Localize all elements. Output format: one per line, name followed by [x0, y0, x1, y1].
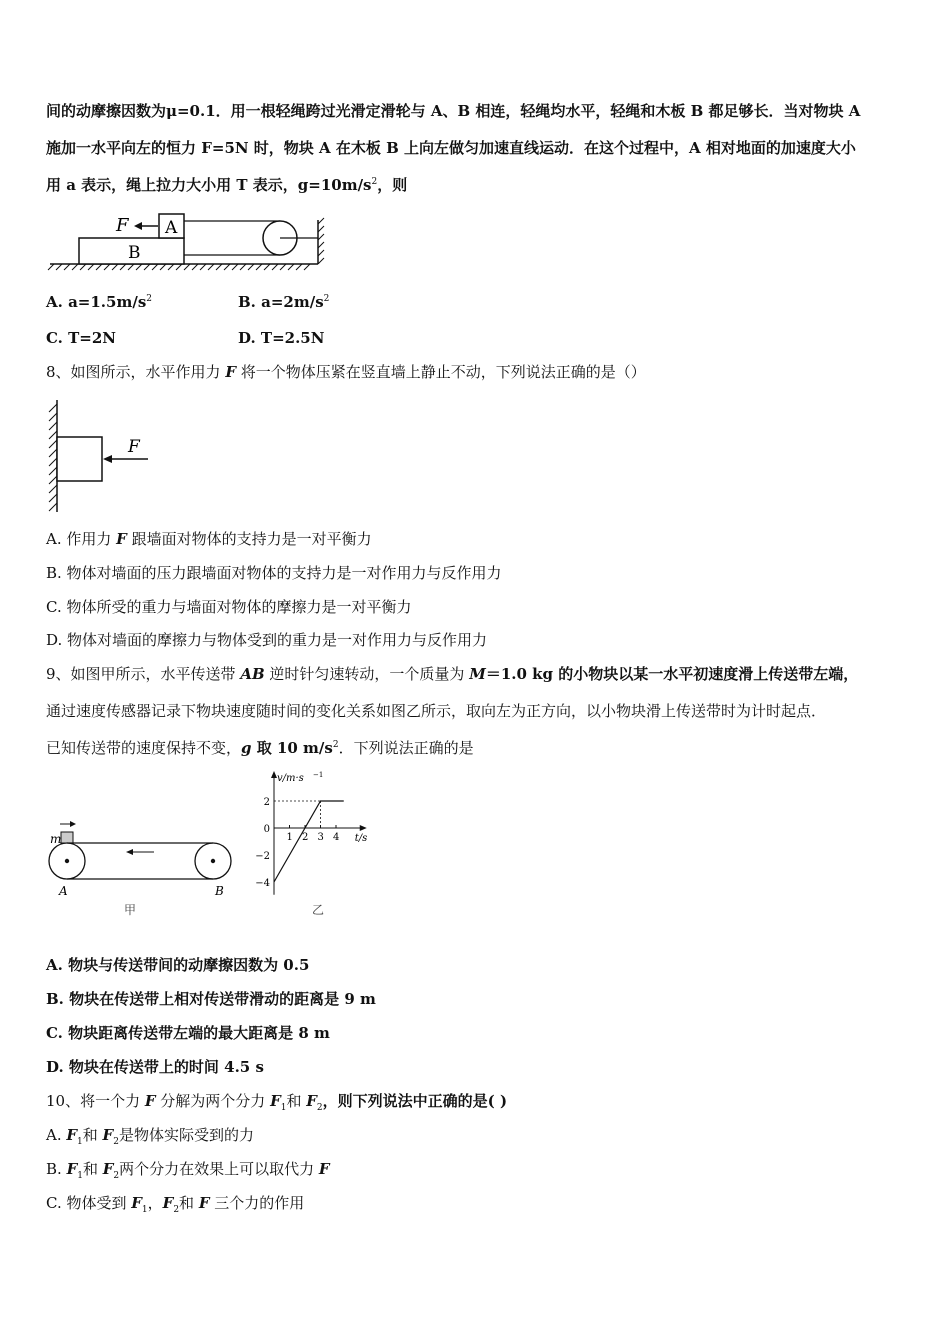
q10-option-a: A. $F_1$和 $F_2$是物体实际受到的力 [46, 1126, 254, 1147]
q8-stem: 8、如图所示，水平作用力 F 将一个物体压紧在竖直墙上静止不动，下列说法正确的是（） [46, 363, 646, 381]
q8-option-a: A. 作用力 F 跟墙面对物体的支持力是一对平衡力 [46, 530, 372, 548]
q9-stem-line2: 通过速度传感器记录下物块速度随时间的变化关系如图乙所示，取向左为正方向，以小物块滑上传送带时为计时起点． [46, 702, 827, 720]
x-tick-label: 2 [302, 832, 309, 843]
q8-force-label: F [128, 437, 140, 457]
y-axis-label-exponent: −1 [313, 771, 324, 779]
x-tick-label: 4 [333, 832, 340, 843]
q8-wall-figure [42, 396, 162, 516]
y-tick-label: −4 [255, 878, 270, 889]
q9-fig-caption-jia: 甲 [124, 903, 137, 917]
q9-stem-line1: 9、如图甲所示，水平传送带 AB 逆时针匀速转动，一个质量为 M＝1.0 kg 的小物块以某一水平初速度滑上传送带左端， [46, 665, 859, 683]
pressed-block [57, 437, 102, 481]
x-axis-arrow [360, 825, 367, 831]
q9-fig-b-label: B [215, 884, 224, 898]
q10-option-b: B. $F_1$和 $F_2$两个分力在效果上可以取代力 F [46, 1160, 330, 1181]
board-b-label: B [128, 243, 141, 263]
q7-stem-line3: 用 a 表示，绳上拉力大小用 T 表示，$g=10m/s^2$，则 [46, 176, 408, 194]
ground-hatching [48, 264, 310, 270]
q9-conveyor-figure [46, 810, 246, 920]
wall-hatching [49, 404, 57, 511]
q8-option-c: C. 物体所受的重力与墙面对物体的摩擦力是一对平衡力 [46, 598, 412, 616]
q7-option-b: B. $a=2m/s^2$ [238, 293, 330, 311]
wall-hatching [318, 218, 324, 264]
x-tick-label: 3 [317, 832, 324, 843]
q9-velocity-time-chart [250, 768, 370, 918]
q8-option-d: D. 物体对墙面的摩擦力与物体受到的重力是一对作用力与反作用力 [46, 631, 488, 649]
q7-option-a: A. $a=1.5m/s^2$ [46, 293, 152, 311]
q9-fig-a-label: A [59, 884, 68, 898]
y-tick-label: 0 [263, 824, 270, 835]
q7-pulley-figure [46, 210, 336, 270]
block-a-label: A [165, 218, 178, 238]
q9-option-b: B. 物块在传送带上相对传送带滑动的距离是 9 m [46, 990, 376, 1008]
q7-stem-line1: 间的动摩擦因数为μ=0.1．用一根轻绳跨过光滑定滑轮与 A、B 相连，轻绳均水平，轻绳和木板 B 都足够长．当对物块 A [46, 102, 861, 120]
q8-option-b: B. 物体对墙面的压力跟墙面对物体的支持力是一对作用力与反作用力 [46, 564, 502, 582]
small-block [61, 832, 73, 843]
q9-fig-caption-yi: 乙 [312, 903, 325, 917]
y-axis-label: v/m·s [277, 773, 304, 784]
q7-option-d: D. T=2.5N [238, 329, 325, 347]
q9-option-c: C. 物块距离传送带左端的最大距离是 8 m [46, 1024, 330, 1042]
q7-stem-line2: 施加一水平向左的恒力 F=5N 时，物块 A 在木板 B 上向左做匀加速直线运动．在这个过程中，A 相对地面的加速度大小 [46, 139, 856, 157]
q9-option-a: A. 物块与传送带间的动摩擦因数为 0.5 [46, 956, 310, 974]
q7-option-c: C. T=2N [46, 329, 116, 347]
x-tick-label: 1 [286, 832, 293, 843]
q9-option-d: D. 物块在传送带上的时间 4.5 s [46, 1058, 264, 1076]
q10-stem: 10、将一个力 F 分解为两个分力 $F_1$和 $F_2$，则下列说法中正确的是( ) [46, 1092, 508, 1113]
y-tick-label: 2 [263, 797, 270, 808]
q9-fig-m-label: m [50, 832, 62, 846]
q10-option-c: C. 物体受到 $F_1$，$F_2$和 F 三个力的作用 [46, 1194, 305, 1215]
q9-stem-line3: 已知传送带的速度保持不变，g 取 10 $m/s^2$．下列说法正确的是 [46, 739, 474, 757]
x-axis-label: t/s [354, 833, 368, 844]
q7-force-label: F [116, 215, 129, 236]
y-tick-label: −2 [255, 851, 270, 862]
